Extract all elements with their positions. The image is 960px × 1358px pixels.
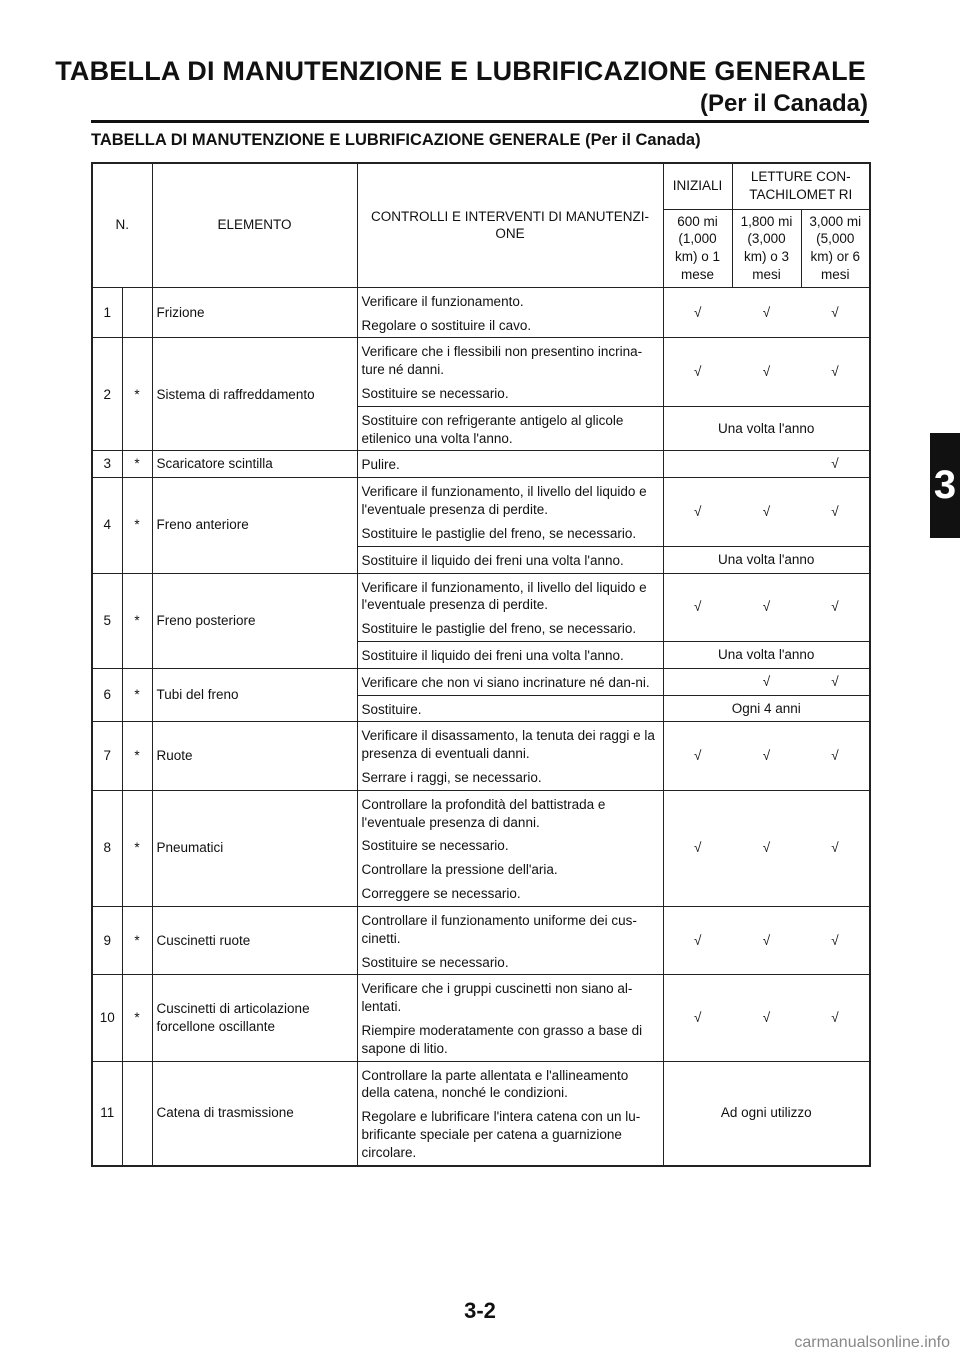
- header-interval-1: 600 mi (1,000 km) o 1 mese: [663, 209, 732, 287]
- check-line: Sostituire se necessario.: [361, 954, 509, 970]
- header-interval-3: 3,000 mi (5,000 km) or 6 mesi: [801, 209, 870, 287]
- header-checks: CONTROLLI E INTERVENTI DI MANUTENZI-ONE: [357, 163, 663, 287]
- check-mark: √: [801, 790, 870, 906]
- item-number: 8: [92, 790, 122, 906]
- maintenance-table: [91, 162, 871, 1167]
- check-description: [357, 975, 663, 1061]
- check-mark: √: [663, 790, 732, 906]
- check-description: [357, 406, 663, 451]
- check-line: Sostituire il liquido dei freni una volta l'anno.: [361, 647, 624, 663]
- check-mark: √: [663, 573, 732, 641]
- table-row: [92, 906, 870, 974]
- check-line: Riempire moderatamente con grasso a base di sapone di litio.: [361, 1022, 643, 1056]
- check-mark: √: [732, 906, 801, 974]
- check-mark: √: [732, 790, 801, 906]
- check-description: [357, 668, 663, 695]
- item-name: Freno posteriore: [152, 573, 357, 668]
- check-line: Controllare la parte allentata e l'allineamento della catena, nonché le condizioni.: [361, 1067, 629, 1101]
- check-description: [357, 451, 663, 478]
- check-mark: √: [732, 338, 801, 406]
- header-initial: INIZIALI: [663, 163, 732, 209]
- dealer-star: *: [122, 722, 152, 790]
- check-mark: √: [732, 975, 801, 1061]
- check-line: Regolare e lubrificare l'intera catena con un lu-brificante speciale per catena a guarnizione circolare.: [361, 1109, 641, 1160]
- check-line: Sostituire.: [361, 701, 422, 717]
- check-line: Verificare il disassamento, la tenuta dei raggi e la presenza di eventuali danni.: [361, 728, 655, 762]
- table-row: [92, 1061, 870, 1166]
- header-interval-2: 1,800 mi (3,000 km) o 3 mesi: [732, 209, 801, 287]
- header-item: ELEMENTO: [152, 163, 357, 287]
- item-name: Freno anteriore: [152, 478, 357, 573]
- check-line: Serrare i raggi, se necessario.: [361, 770, 542, 785]
- check-mark: [663, 451, 732, 478]
- item-name: Tubi del freno: [152, 668, 357, 722]
- check-description: [357, 722, 663, 790]
- check-description: [357, 478, 663, 546]
- check-line: Verificare che non vi siano incrinature né dan-ni.: [361, 674, 650, 690]
- interval-note: Ogni 4 anni: [663, 695, 870, 722]
- table-row: [92, 287, 870, 338]
- chapter-tab: 3: [930, 433, 960, 538]
- check-mark: √: [801, 478, 870, 546]
- check-mark: √: [663, 478, 732, 546]
- check-description: [357, 338, 663, 406]
- check-line: Sostituire le pastiglie del freno, se necessario.: [361, 525, 637, 541]
- check-description: [357, 906, 663, 974]
- item-number: 6: [92, 668, 122, 722]
- item-name: Cuscinetti ruote: [152, 906, 357, 974]
- check-description: [357, 695, 663, 722]
- check-description: [357, 641, 663, 668]
- check-mark: √: [663, 338, 732, 406]
- dealer-star: *: [122, 906, 152, 974]
- interval-note: Una volta l'anno: [663, 546, 870, 573]
- check-line: Verificare il funzionamento, il livello del liquido e l'eventuale presenza di perdite.: [361, 484, 647, 518]
- item-name: Scaricatore scintilla: [152, 451, 357, 478]
- dealer-star: *: [122, 975, 152, 1061]
- check-line: Regolare o sostituire il cavo.: [361, 317, 532, 333]
- header-no: N.: [92, 163, 152, 287]
- item-number: 2: [92, 338, 122, 451]
- check-mark: √: [801, 451, 870, 478]
- check-description: [357, 546, 663, 573]
- item-number: 11: [92, 1061, 122, 1166]
- table-row: [92, 478, 870, 546]
- header-subtitle: (Per il Canada): [699, 90, 868, 117]
- check-line: Controllare il funzionamento uniforme dei cus-cinetti.: [361, 912, 637, 946]
- item-name: Pneumatici: [152, 790, 357, 906]
- item-name: Frizione: [152, 287, 357, 338]
- table-body: [92, 287, 870, 1165]
- check-description: [357, 790, 663, 906]
- check-mark: [732, 451, 801, 478]
- item-number: 10: [92, 975, 122, 1061]
- dealer-star: [122, 1061, 152, 1166]
- check-mark: √: [732, 478, 801, 546]
- dealer-star: [122, 287, 152, 338]
- check-line: Sostituire se necessario.: [361, 386, 509, 401]
- check-mark: √: [801, 287, 870, 338]
- item-name: Sistema di raffreddamento: [152, 338, 357, 451]
- dealer-star: *: [122, 478, 152, 573]
- section-title: TABELLA DI MANUTENZIONE E LUBRIFICAZIONE GENERALE (Per il Canada): [91, 131, 701, 149]
- table-header: [92, 163, 870, 287]
- dealer-star: *: [122, 573, 152, 668]
- item-name: Cuscinetti di articolazione forcellone oscillante: [152, 975, 357, 1061]
- table-row: [92, 790, 870, 906]
- item-number: 4: [92, 478, 122, 573]
- dealer-star: *: [122, 790, 152, 906]
- header-rule: [91, 120, 869, 123]
- item-number: 7: [92, 722, 122, 790]
- check-line: Sostituire con refrigerante antigelo al glicole etilenico una volta l'anno.: [361, 412, 624, 446]
- check-mark: √: [663, 975, 732, 1061]
- check-line: Sostituire se necessario.: [361, 838, 509, 854]
- check-line: Sostituire le pastiglie del freno, se necessario.: [361, 621, 637, 637]
- dealer-star: *: [122, 451, 152, 478]
- item-name: Catena di trasmissione: [152, 1061, 357, 1166]
- check-mark: [663, 668, 732, 695]
- table-row: [92, 668, 870, 695]
- header-odometer: LETTURE CON-TACHILOMET RI: [732, 163, 870, 209]
- item-number: 3: [92, 451, 122, 478]
- check-line: Verificare che i flessibili non presentino incrina-ture né danni.: [361, 344, 643, 378]
- check-mark: √: [732, 573, 801, 641]
- check-description: [357, 573, 663, 641]
- dealer-star: *: [122, 668, 152, 722]
- table-row: [92, 451, 870, 478]
- table-row: [92, 338, 870, 406]
- check-line: Verificare il funzionamento, il livello del liquido e l'eventuale presenza di perdite.: [361, 579, 647, 613]
- check-line: Verificare che i gruppi cuscinetti non siano al-lentati.: [361, 981, 633, 1015]
- check-mark: √: [801, 906, 870, 974]
- item-number: 5: [92, 573, 122, 668]
- check-line: Pulire.: [361, 457, 400, 473]
- check-mark: √: [663, 722, 732, 790]
- interval-note: Una volta l'anno: [663, 406, 870, 451]
- check-mark: √: [801, 722, 870, 790]
- interval-note: Ad ogni utilizzo: [663, 1061, 870, 1166]
- table-row: [92, 722, 870, 790]
- page-number: 3-2: [464, 1298, 496, 1323]
- item-name: Ruote: [152, 722, 357, 790]
- check-mark: √: [801, 975, 870, 1061]
- check-description: [357, 1061, 663, 1166]
- item-number: 9: [92, 906, 122, 974]
- check-line: Sostituire il liquido dei freni una volta l'anno.: [361, 552, 624, 568]
- check-mark: √: [801, 573, 870, 641]
- interval-note: Una volta l'anno: [663, 641, 870, 668]
- check-line: Correggere se necessario.: [361, 886, 521, 902]
- check-line: Controllare la pressione dell'aria.: [361, 862, 558, 878]
- item-number: 1: [92, 287, 122, 338]
- check-mark: √: [801, 668, 870, 695]
- check-mark: √: [663, 287, 732, 338]
- header-title: TABELLA DI MANUTENZIONE E LUBRIFICAZIONE GENERALE: [55, 56, 866, 86]
- check-mark: √: [732, 287, 801, 338]
- dealer-star: *: [122, 338, 152, 451]
- check-mark: √: [801, 338, 870, 406]
- watermark: carmanualsonline.info: [794, 1334, 950, 1351]
- table-row: [92, 573, 870, 641]
- table-row: [92, 975, 870, 1061]
- check-description: [357, 287, 663, 338]
- check-mark: √: [732, 722, 801, 790]
- check-mark: √: [732, 668, 801, 695]
- check-mark: √: [663, 906, 732, 974]
- check-line: Controllare la profondità del battistrada e l'eventuale presenza di danni.: [361, 796, 606, 830]
- check-line: Verificare il funzionamento.: [361, 293, 524, 309]
